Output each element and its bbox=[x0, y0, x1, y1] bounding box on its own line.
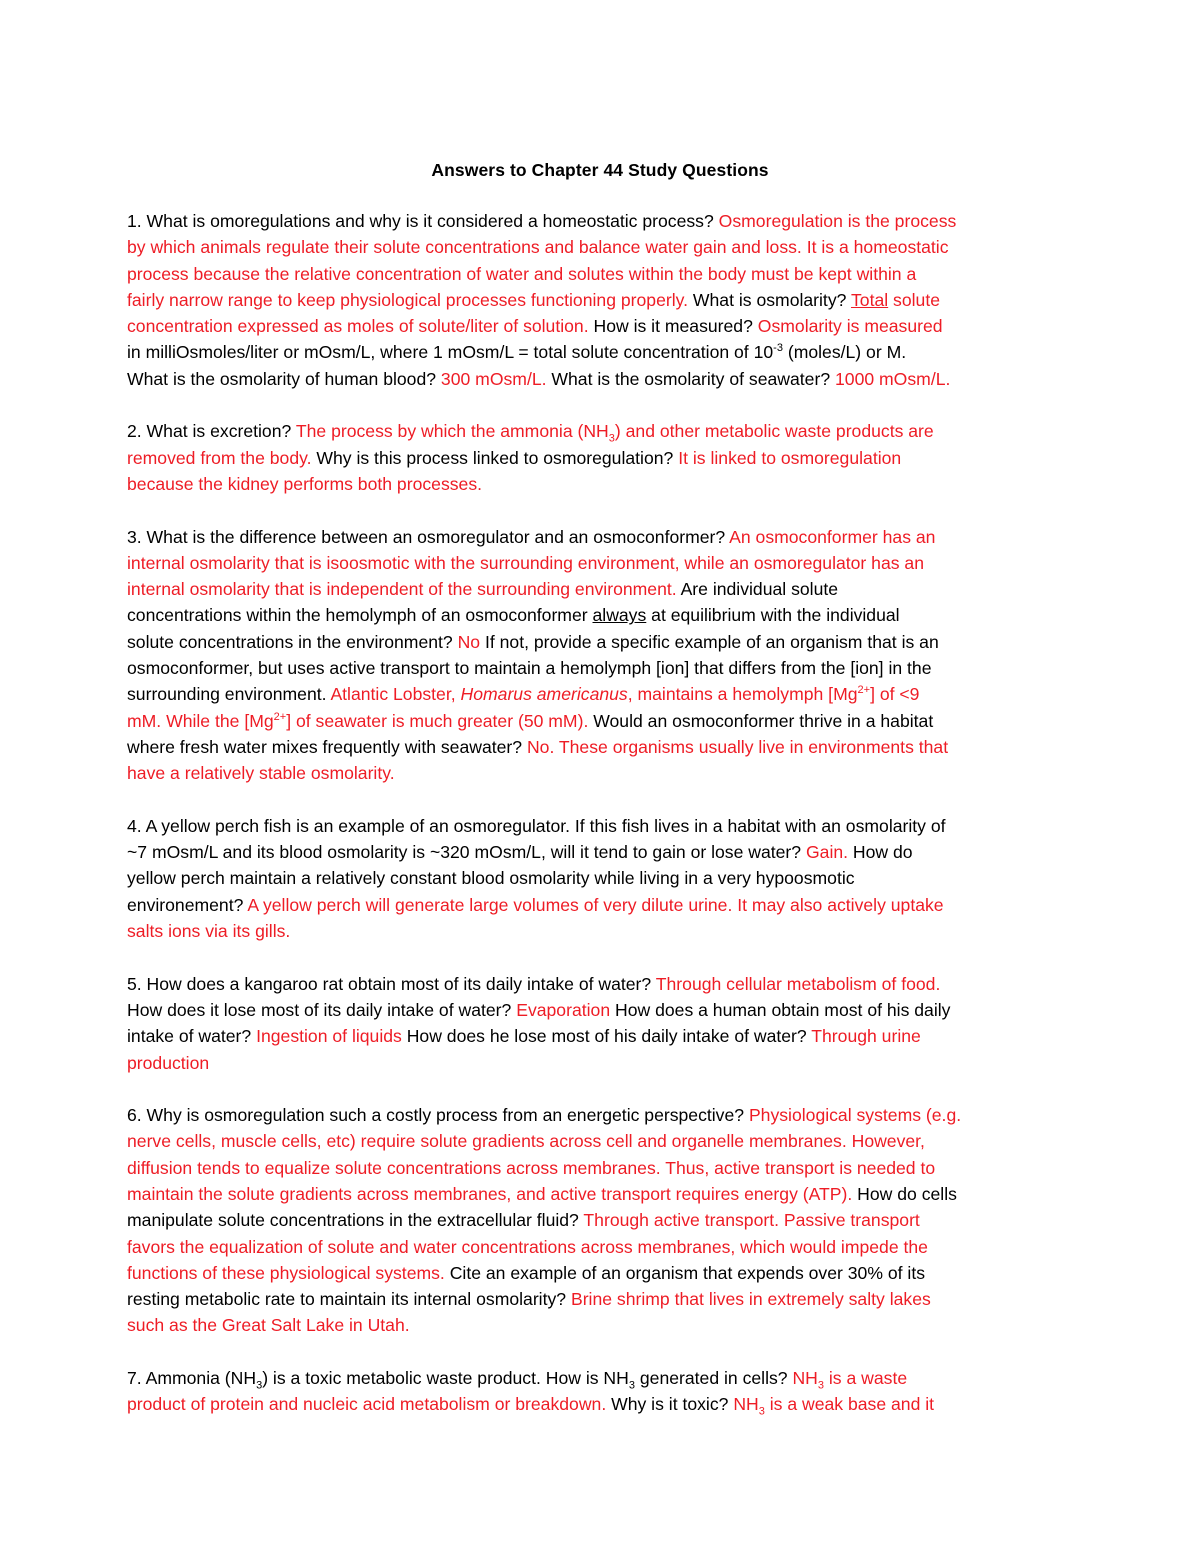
answer-text: Atlantic Lobster, bbox=[330, 684, 461, 705]
answer-text: Ingestion of liquids bbox=[256, 1026, 402, 1047]
question-text: How does he lose most of his daily intake of water? bbox=[401, 1026, 812, 1047]
text-line bbox=[127, 339, 1077, 365]
answer-text: product of protein and nucleic acid metabolism or breakdown. bbox=[127, 1394, 612, 1415]
answer-text: removed from the body. bbox=[127, 447, 317, 468]
question-text: where fresh water mixes frequently with seawater? bbox=[127, 736, 527, 757]
text-line bbox=[127, 839, 1077, 865]
answer-text: is a waste bbox=[824, 1368, 908, 1389]
answer-text: Evaporation bbox=[516, 999, 615, 1020]
text-line bbox=[127, 550, 1077, 576]
question-text: What is the osmolarity of human blood? bbox=[127, 368, 441, 389]
answer-text: Total bbox=[850, 289, 889, 310]
answer-text: internal osmolarity that is isoosmotic with the surrounding environment, while an osmoregulator has an bbox=[127, 552, 925, 573]
answer-text: Through urine bbox=[811, 1026, 921, 1047]
question-text: Why is it toxic? bbox=[611, 1394, 734, 1415]
question-text: -3 bbox=[773, 342, 783, 355]
text-line bbox=[127, 366, 1077, 392]
text-line bbox=[127, 1102, 1077, 1128]
question-text: How do bbox=[848, 842, 913, 863]
answer-text: maintain the solute gradients across membranes, and active transport requires energy (ATP). bbox=[127, 1183, 858, 1204]
question-4 bbox=[127, 813, 1077, 944]
text-line bbox=[127, 971, 1077, 997]
text-line bbox=[127, 1128, 1077, 1154]
question-text: Are individual solute bbox=[680, 579, 839, 600]
question-text: osmoconformer, but uses active transport to maintain a hemolymph [ion] that differs from the [ion] in the bbox=[127, 658, 932, 679]
answer-text: nerve cells, muscle cells, etc) require solute gradients across cell and organelle membranes. However, bbox=[127, 1131, 925, 1152]
question-text: 4. A yellow perch fish is an example of an osmoregulator. If this fish lives in a habitat with an osmolarity of bbox=[127, 815, 946, 836]
text-line bbox=[127, 1391, 1077, 1417]
text-line bbox=[127, 997, 1077, 1023]
answer-text: Osmolarity is measured bbox=[757, 316, 943, 337]
text-line bbox=[127, 734, 1077, 760]
text-line bbox=[127, 234, 1077, 260]
question-text: ~7 mOsm/L and its blood osmolarity is ~320 mOsm/L, will it tend to gain or lose water? bbox=[127, 842, 806, 863]
question-text: solute concentrations in the environment? bbox=[127, 631, 458, 652]
question-text: 7. Ammonia (NH bbox=[127, 1368, 257, 1389]
answer-text: 2+ bbox=[273, 710, 287, 723]
text-line bbox=[127, 1312, 1077, 1338]
text-line bbox=[127, 629, 1077, 655]
document-body bbox=[127, 208, 1077, 1444]
question-text: intake of water? bbox=[127, 1026, 257, 1047]
question-5 bbox=[127, 971, 1077, 1076]
text-line bbox=[127, 313, 1077, 339]
text-line bbox=[127, 760, 1077, 786]
answer-text: A yellow perch will generate large volumes of very dilute urine. It may also actively uptake bbox=[247, 894, 944, 915]
answer-text: favors the equalization of solute and water concentrations across membranes, which would impede the bbox=[127, 1236, 928, 1257]
answer-text: mM. While the [Mg bbox=[127, 710, 274, 731]
answer-text: The process by which the ammonia (NH bbox=[295, 421, 609, 442]
answer-text: It is linked to osmoregulation bbox=[678, 447, 902, 468]
answer-text: 2+ bbox=[857, 684, 871, 697]
answer-text: concentration expressed as moles of solute/liter of solution. bbox=[127, 316, 594, 337]
question-text: What is osmolarity? bbox=[692, 289, 851, 310]
text-line bbox=[127, 287, 1077, 313]
question-text: in milliOsmoles/liter or mOsm/L, where 1 mOsm/L = total solute concentration of 10 bbox=[127, 342, 774, 363]
question-text: 1. What is omoregulations and why is it considered a homeostatic process? bbox=[127, 211, 719, 231]
answer-text: NH bbox=[733, 1394, 759, 1415]
question-text: How does it lose most of its daily intake of water? bbox=[127, 999, 517, 1020]
answer-text: diffusion tends to equalize solute concentrations across membranes. Thus, active transport is needed to bbox=[127, 1157, 936, 1178]
answer-text: Through cellular metabolism of food. bbox=[655, 973, 941, 994]
question-text: If not, provide a specific example of an organism that is an bbox=[480, 631, 939, 652]
answer-text: solute bbox=[888, 289, 940, 310]
question-text: Why is this process linked to osmoregulation? bbox=[316, 447, 679, 468]
answer-text: Homarus americanus bbox=[460, 684, 628, 705]
answer-text: internal osmolarity that is independent of the surrounding environment. bbox=[127, 579, 681, 600]
question-text: (moles/L) or M. bbox=[782, 342, 907, 363]
answer-text: ] of <9 bbox=[870, 684, 920, 705]
answer-text: 300 mOsm/L. bbox=[440, 368, 547, 389]
text-line bbox=[127, 865, 1077, 891]
text-line bbox=[127, 445, 1077, 471]
question-text: yellow perch maintain a relatively constant blood osmolarity while living in a very hypoosmotic bbox=[127, 868, 855, 889]
answer-text: Physiological systems (e.g. bbox=[748, 1105, 962, 1126]
question-text: generated in cells? bbox=[634, 1368, 793, 1389]
answer-text: 3 bbox=[817, 1379, 824, 1392]
text-line bbox=[127, 1155, 1077, 1181]
question-text: always bbox=[592, 605, 647, 626]
answer-text: process because the relative concentration of water and solutes within the body must be kept within a bbox=[127, 263, 917, 284]
text-line bbox=[127, 1286, 1077, 1312]
text-line bbox=[127, 813, 1077, 839]
question-text: Would an osmoconformer thrive in a habitat bbox=[593, 710, 934, 731]
answer-text: by which animals regulate their solute concentrations and balance water gain and loss. It is a homeostatic bbox=[127, 237, 949, 258]
question-text: concentrations within the hemolymph of an osmoconformer bbox=[127, 605, 593, 626]
question-text: 6. Why is osmoregulation such a costly process from an energetic perspective? bbox=[127, 1105, 749, 1126]
text-line bbox=[127, 524, 1077, 550]
answer-text: such as the Great Salt Lake in Utah. bbox=[127, 1315, 410, 1336]
question-7 bbox=[127, 1365, 1077, 1418]
question-text: How does a human obtain most of his daily bbox=[615, 999, 951, 1020]
question-1 bbox=[127, 208, 1077, 392]
answer-text: have a relatively stable osmolarity. bbox=[127, 763, 395, 784]
answer-text: NH bbox=[792, 1368, 818, 1389]
question-3 bbox=[127, 524, 1077, 787]
text-line bbox=[127, 261, 1077, 287]
answer-text: , maintains a hemolymph [Mg bbox=[627, 684, 858, 705]
answer-text: Brine shrimp that lives in extremely salty lakes bbox=[570, 1289, 931, 1310]
text-line bbox=[127, 1181, 1077, 1207]
question-text: How is it measured? bbox=[593, 316, 758, 337]
question-text: 5. How does a kangaroo rat obtain most of its daily intake of water? bbox=[127, 973, 656, 994]
answer-text: No. These organisms usually live in environments that bbox=[526, 736, 949, 757]
page-title: Answers to Chapter 44 Study Questions bbox=[431, 160, 769, 180]
text-line bbox=[127, 1260, 1077, 1286]
text-line bbox=[127, 602, 1077, 628]
text-line bbox=[127, 918, 1077, 944]
text-line bbox=[127, 208, 1077, 234]
question-text: environement? bbox=[127, 894, 248, 915]
answer-text: Through active transport. Passive transport bbox=[583, 1210, 920, 1231]
text-line bbox=[127, 655, 1077, 681]
answer-text: salts ions via its gills. bbox=[127, 921, 291, 942]
question-text: surrounding environment. bbox=[127, 684, 331, 705]
answer-text: No bbox=[457, 631, 481, 652]
answer-text: An osmoconformer has an bbox=[729, 526, 936, 547]
text-line bbox=[127, 1023, 1077, 1049]
question-text: at equilibrium with the individual bbox=[646, 605, 900, 626]
text-line bbox=[127, 576, 1077, 602]
question-text: 3 bbox=[256, 1379, 263, 1392]
answer-text: 3 bbox=[758, 1405, 765, 1418]
text-line bbox=[127, 892, 1077, 918]
answer-text: is a weak base and it bbox=[764, 1394, 935, 1415]
question-text: What is the osmolarity of seawater? bbox=[546, 368, 835, 389]
answer-text: fairly narrow range to keep physiological processes functioning properly. bbox=[127, 289, 693, 310]
answer-text: Osmoregulation is the process bbox=[718, 211, 957, 231]
question-text: manipulate solute concentrations in the extracellular fluid? bbox=[127, 1210, 584, 1231]
answer-text: 1000 mOsm/L. bbox=[835, 368, 951, 389]
text-line bbox=[127, 708, 1077, 734]
answer-text: functions of these physiological systems. bbox=[127, 1262, 450, 1283]
text-line bbox=[127, 1234, 1077, 1260]
question-text: resting metabolic rate to maintain its internal osmolarity? bbox=[127, 1289, 571, 1310]
question-text: 3 bbox=[628, 1379, 635, 1392]
question-text: How do cells bbox=[857, 1183, 957, 1204]
answer-text: 3 bbox=[608, 432, 615, 445]
text-line bbox=[127, 1050, 1077, 1076]
answer-text: ) and other metabolic waste products are bbox=[614, 421, 934, 442]
text-line bbox=[127, 1207, 1077, 1233]
question-6 bbox=[127, 1102, 1077, 1339]
text-line bbox=[127, 418, 1077, 444]
answer-text: ] of seawater is much greater (50 mM). bbox=[286, 710, 594, 731]
text-line bbox=[127, 471, 1077, 497]
question-text: 3. What is the difference between an osmoregulator and an osmoconformer? bbox=[127, 526, 730, 547]
text-line bbox=[127, 681, 1077, 707]
question-2 bbox=[127, 418, 1077, 497]
question-text: 2. What is excretion? bbox=[127, 421, 296, 442]
question-text: Cite an example of an organism that expends over 30% of its bbox=[449, 1262, 926, 1283]
answer-text: because the kidney performs both processes. bbox=[127, 473, 483, 494]
question-text: ) is a toxic metabolic waste product. How is NH bbox=[262, 1368, 629, 1389]
text-line bbox=[127, 1365, 1077, 1391]
answer-text: production bbox=[127, 1052, 210, 1073]
answer-text: Gain. bbox=[805, 842, 849, 863]
